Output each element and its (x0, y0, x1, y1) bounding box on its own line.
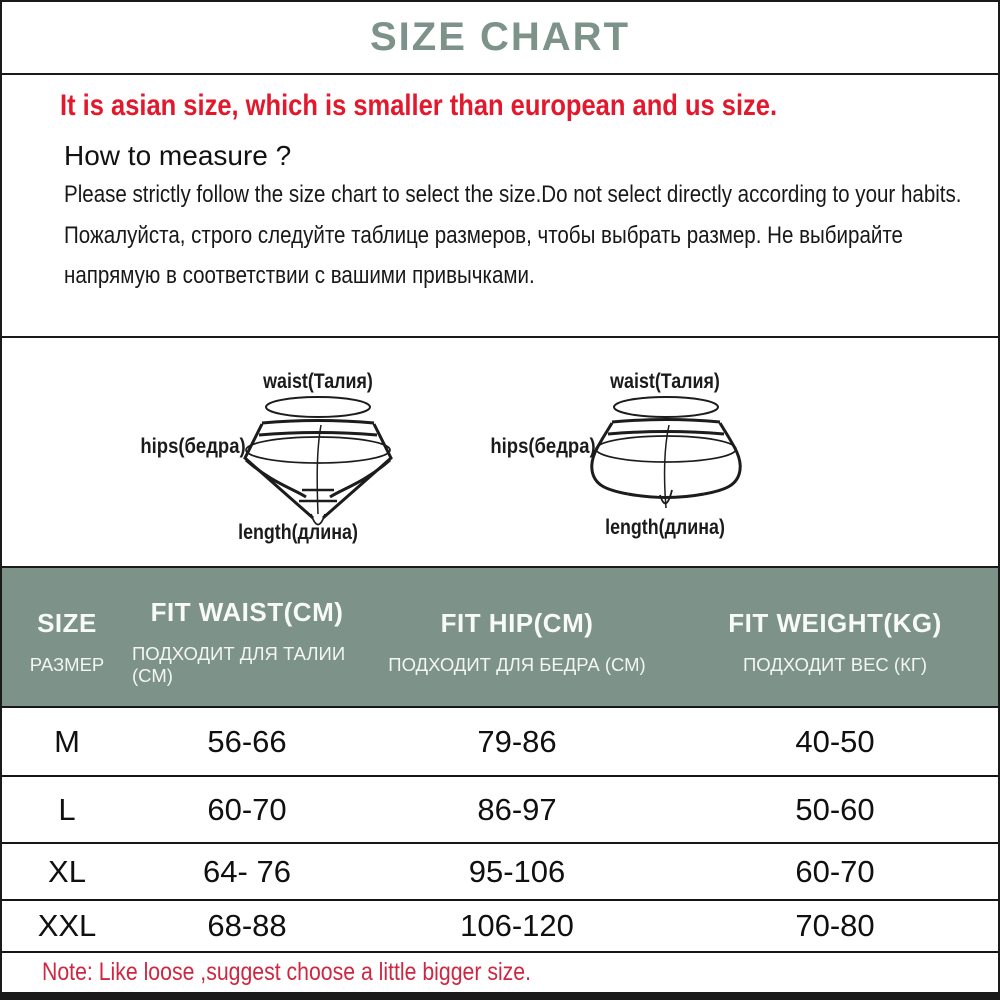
brief-length-label: length(длина) (238, 521, 358, 544)
weight-header-en: FIT WEIGHT(KG) (728, 608, 942, 638)
brief-figure (245, 397, 391, 525)
hip-header-en: FIT HIP(CM) (440, 608, 594, 638)
size-value: M (54, 723, 80, 759)
hip-value: 95-106 (468, 853, 566, 889)
note-bar (2, 953, 998, 992)
note-text: Note: Like loose ,suggest choose a little bigger size. (42, 958, 532, 986)
instruction-russian: Пожалуйста, строго следуйте таблице размеров, чтобы выбрать размер. Не выбирайте напрямую в соответствии с вашими привычками. (64, 222, 903, 289)
asian-size-warning: It is asian size, which is smaller than european and us size. (60, 89, 778, 122)
column-header-size (2, 598, 132, 676)
waist-value: 60-70 (207, 791, 287, 827)
waist-value: 56-66 (207, 723, 287, 759)
table-header-row (2, 568, 998, 708)
shorts-length-label: length(длина) (605, 516, 725, 539)
size-header-en: SIZE (37, 608, 97, 638)
column-header-waist (132, 587, 362, 687)
size-table (2, 568, 998, 992)
hip-header-ru: ПОДХОДИТ ДЛЯ БЕДРА (СМ) (388, 654, 646, 675)
instruction-english: Please strictly follow the size chart to select the size.Do not select directly according to your habits. (64, 181, 962, 208)
size-value: L (58, 791, 76, 827)
column-header-hip (362, 598, 672, 676)
waist-value: 68-88 (207, 908, 287, 943)
waist-header-en: FIT WAIST(CM) (150, 597, 344, 627)
column-header-weight (672, 598, 998, 676)
weight-value: 40-50 (795, 723, 875, 759)
shorts-hips-label: hips(бедра) (490, 435, 596, 458)
weight-value: 60-70 (795, 853, 875, 889)
table-row (2, 777, 998, 844)
weight-value: 70-80 (795, 908, 875, 943)
size-value: XL (48, 853, 86, 889)
table-row (2, 844, 998, 901)
title-bar (2, 2, 998, 75)
shorts-waist-label: waist(Талия) (610, 370, 720, 393)
waist-value: 64- 76 (203, 853, 291, 889)
intro-section (2, 75, 998, 338)
brief-hips-label: hips(бедра) (140, 435, 246, 458)
table-row (2, 708, 998, 777)
size-header-ru: РАЗМЕР (29, 654, 105, 675)
page-title: SIZE CHART (370, 15, 630, 59)
measure-diagrams (2, 338, 998, 568)
table-row (2, 901, 998, 953)
how-to-measure-heading: How to measure ? (64, 140, 292, 171)
hip-value: 106-120 (460, 908, 574, 943)
weight-value: 50-60 (795, 791, 875, 827)
weight-header-ru: ПОДХОДИТ ВЕС (КГ) (742, 654, 928, 675)
size-value: XXL (37, 908, 97, 943)
waist-header-ru: ПОДХОДИТ ДЛЯ ТАЛИИ (СМ) (132, 643, 346, 686)
brief-waist-label: waist(Талия) (263, 370, 373, 393)
shorts-figure (592, 397, 741, 508)
hip-value: 86-97 (477, 791, 557, 827)
hip-value: 79-86 (477, 723, 557, 759)
